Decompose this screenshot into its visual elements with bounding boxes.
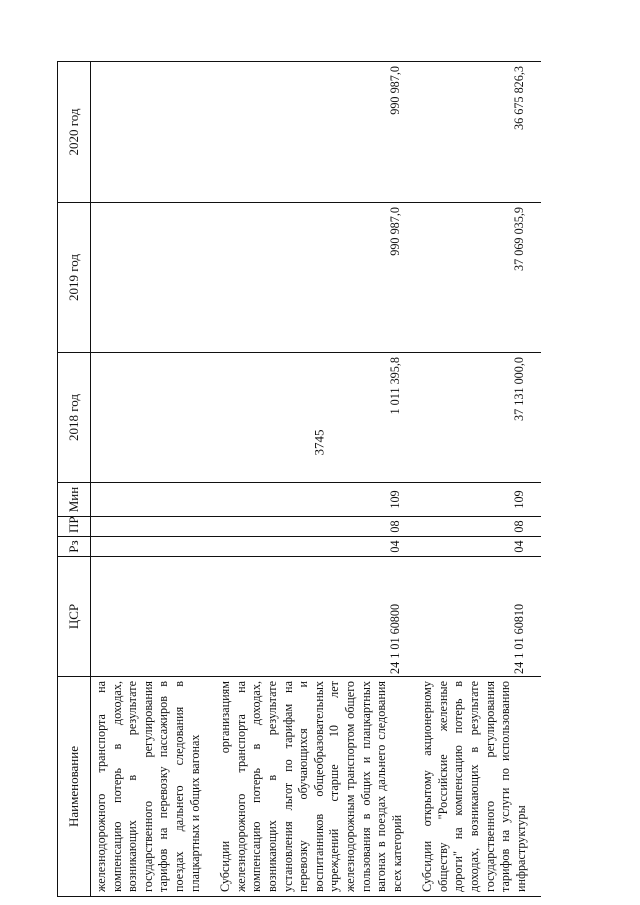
row-name: Субсидии открытому акционерному обществу "Российские железные дороги" на компенсацию потерь в доходах, возникающих в результате государственного регулирования тарифов на услуги по использованию инфраструктуры <box>417 677 541 897</box>
budget-table <box>57 61 541 897</box>
table-header-row <box>58 62 91 897</box>
row-min: 109 <box>215 483 417 517</box>
page-number: 3745 <box>311 429 327 456</box>
row-name: железнодорожного транспорта на компенсацию потерь в доходах, возникающих в результате государственного регулирования тарифов на перевозку пассажиров в поездах дальнего следования в плацкартных и общих вагонах <box>91 677 216 897</box>
row-2018: 37 131 000,0 <box>417 353 541 483</box>
table-row <box>91 62 216 897</box>
header-pr: ПР <box>58 517 91 537</box>
header-name: Наименование <box>58 677 91 897</box>
row-2018 <box>91 353 216 483</box>
row-2019: 990 987,0 <box>215 203 417 353</box>
header-2018: 2018 год <box>58 353 91 483</box>
row-2019: 37 069 035,9 <box>417 203 541 353</box>
header-rz: Рз <box>58 537 91 557</box>
header-min: Мин <box>58 483 91 517</box>
row-2020: 36 675 826,3 <box>417 62 541 203</box>
row-pr: 08 <box>417 517 541 537</box>
row-min: 109 <box>417 483 541 517</box>
row-rz <box>91 537 216 557</box>
row-csr: 24 1 01 60810 <box>417 557 541 677</box>
header-csr: ЦСР <box>58 557 91 677</box>
row-2020: 990 987,0 <box>215 62 417 203</box>
rotated-page-content <box>57 62 597 897</box>
table-row <box>417 62 541 897</box>
row-pr: 08 <box>215 517 417 537</box>
header-2020: 2020 год <box>58 62 91 203</box>
row-name: Субсидии организациям железнодорожного транспорта на компенсацию потерь в доходах, возникающих в результате установления льгот по тарифам на перевозку обучающихся и воспитанников общеобразовательных учреждений старше 10 лет железнодорожным транспортом общего пользования в общих и плацкартных вагонах в поездах дальнего следования всех категорий <box>215 677 417 897</box>
row-min <box>91 483 216 517</box>
row-csr: 24 1 01 60800 <box>215 557 417 677</box>
row-csr <box>91 557 216 677</box>
row-rz: 04 <box>215 537 417 557</box>
table-row <box>215 62 417 897</box>
header-2019: 2019 год <box>58 203 91 353</box>
row-2020 <box>91 62 216 203</box>
row-rz: 04 <box>417 537 541 557</box>
row-2019 <box>91 203 216 353</box>
row-pr <box>91 517 216 537</box>
row-2018: 1 011 395,8 <box>215 353 417 483</box>
